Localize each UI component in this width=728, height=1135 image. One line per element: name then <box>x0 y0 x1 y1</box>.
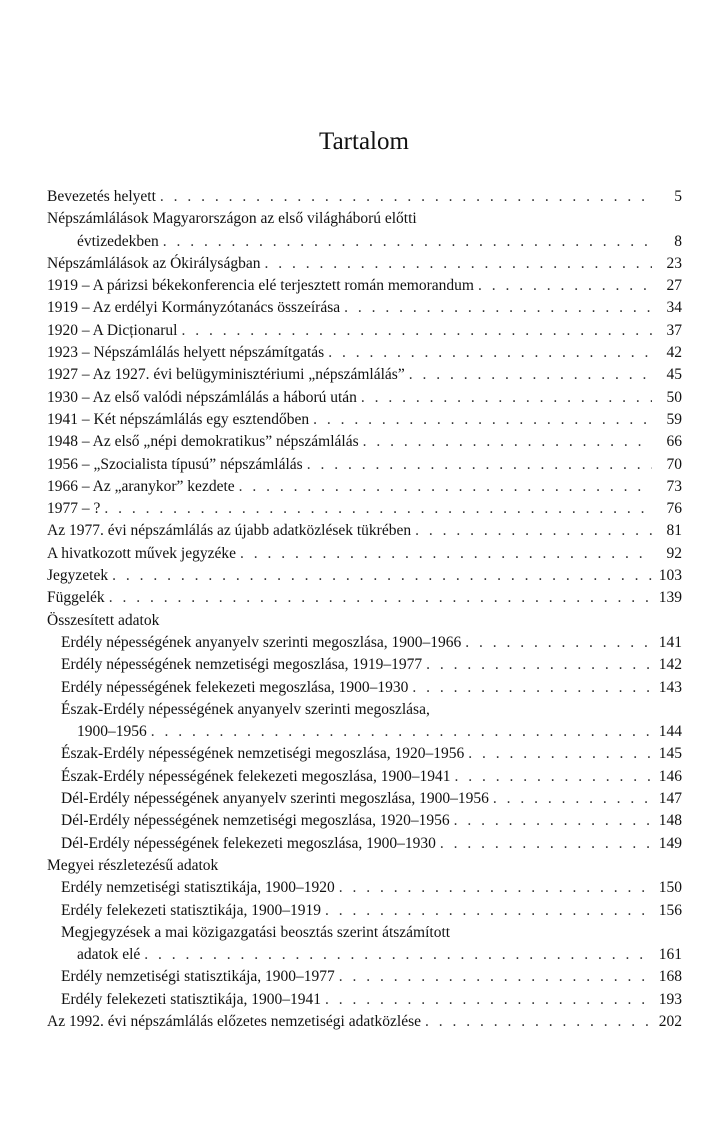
toc-entry-title: Észak-Erdély népességének felekezeti megoszlása, 1900–1941 <box>61 767 451 785</box>
toc-entry <box>47 855 682 877</box>
toc-entry-title: Erdély nemzetiségi statisztikája, 1900–1920 <box>61 879 335 897</box>
dot-leader <box>112 565 652 587</box>
toc-entry-page: 144 <box>658 723 682 741</box>
toc-entry-page: 168 <box>658 968 682 986</box>
toc-entry-page: 146 <box>658 767 682 785</box>
toc-entry-page: 193 <box>658 990 682 1008</box>
toc-entry-page: 92 <box>666 544 682 562</box>
dot-leader <box>465 632 652 654</box>
toc-entry-page: 45 <box>666 366 682 384</box>
dot-leader <box>328 342 652 364</box>
toc-entry <box>47 788 682 810</box>
dot-leader <box>409 364 652 386</box>
toc-entry <box>47 364 682 386</box>
toc-entry-title: 1920 – A Dicționarul <box>47 321 178 339</box>
toc-entry <box>47 231 682 253</box>
toc-entry <box>47 833 682 855</box>
dot-leader <box>426 654 652 676</box>
toc-entry-page: 42 <box>666 344 682 362</box>
toc-entry-title: Dél-Erdély népességének anyanyelv szerinti megoszlása, 1900–1956 <box>61 790 489 808</box>
toc-entry-title: Erdély népességének nemzetiségi megoszlása, 1919–1977 <box>61 656 423 674</box>
toc-entry-title: Összesített adatok <box>47 611 160 629</box>
toc-entry-page: 59 <box>666 410 682 428</box>
toc-entry-title: Dél-Erdély népességének nemzetiségi megoszlása, 1920–1956 <box>61 812 450 830</box>
toc-entry <box>47 275 682 297</box>
toc-entry-page: 34 <box>666 299 682 317</box>
toc-entry-page: 202 <box>658 1012 682 1030</box>
toc-entry <box>47 944 682 966</box>
toc-list <box>47 186 682 1033</box>
toc-entry <box>47 966 682 988</box>
toc-entry <box>47 1011 682 1033</box>
dot-leader <box>325 989 652 1011</box>
toc-entry <box>47 989 682 1011</box>
toc-entry-page: 8 <box>674 232 682 250</box>
toc-entry <box>47 342 682 364</box>
toc-entry-page: 156 <box>658 901 682 919</box>
toc-entry <box>47 543 682 565</box>
toc-entry-title: Észak-Erdély népességének anyanyelv szerinti megoszlása, <box>61 700 430 718</box>
dot-leader <box>415 520 652 542</box>
toc-entry-page: 147 <box>658 790 682 808</box>
toc-entry-title: Népszámlálások az Ókirályságban <box>47 254 261 272</box>
toc-entry-title: Az 1977. évi népszámlálás az újabb adatközlések tükrében <box>47 522 412 540</box>
toc-entry <box>47 387 682 409</box>
toc-entry <box>47 743 682 765</box>
toc-entry <box>47 253 682 275</box>
toc-entry-title: Megyei részletezésű adatok <box>47 856 219 874</box>
toc-entry <box>47 409 682 431</box>
dot-leader <box>493 788 652 810</box>
dot-leader <box>104 498 652 520</box>
toc-entry-page: 161 <box>658 946 682 964</box>
dot-leader <box>412 677 652 699</box>
dot-leader <box>109 587 652 609</box>
toc-entry-page: 73 <box>666 477 682 495</box>
toc-entry <box>47 721 682 743</box>
toc-entry-title: Erdély népességének anyanyelv szerinti megoszlása, 1900–1966 <box>61 633 462 651</box>
toc-entry-title: 1930 – Az első valódi népszámlálás a háború után <box>47 388 357 406</box>
toc-entry <box>47 654 682 676</box>
dot-leader <box>240 543 652 565</box>
dot-leader <box>160 186 652 208</box>
dot-leader <box>151 721 652 743</box>
toc-entry-page: 145 <box>658 745 682 763</box>
toc-entry-title: Erdély felekezeti statisztikája, 1900–1919 <box>61 901 321 919</box>
toc-entry-title: Erdély népességének felekezeti megoszlása, 1900–1930 <box>61 678 409 696</box>
toc-entry <box>47 922 682 944</box>
dot-leader <box>325 900 652 922</box>
dot-leader <box>344 297 652 319</box>
toc-entry <box>47 677 682 699</box>
toc-entry-title: adatok elé <box>77 946 141 964</box>
toc-entry-title: Függelék <box>47 589 105 607</box>
toc-entry-title: Népszámlálások Magyarországon az első világháború előtti <box>47 210 417 228</box>
dot-leader <box>363 431 652 453</box>
toc-entry <box>47 810 682 832</box>
dot-leader <box>455 766 653 788</box>
toc-entry <box>47 877 682 899</box>
toc-entry-title: 1927 – Az 1927. évi belügyminisztériumi „népszámlálás” <box>47 366 405 384</box>
toc-entry <box>47 766 682 788</box>
toc-entry <box>47 476 682 498</box>
toc-entry-page: 5 <box>674 188 682 205</box>
dot-leader <box>239 476 652 498</box>
dot-leader <box>478 275 652 297</box>
toc-entry-page: 143 <box>658 678 682 696</box>
dot-leader <box>454 810 652 832</box>
toc-entry <box>47 610 682 632</box>
toc-entry-title: Bevezetés helyett <box>47 188 156 205</box>
toc-entry-title: 1923 – Népszámlálás helyett népszámítgatás <box>47 344 325 362</box>
dot-leader <box>144 944 652 966</box>
toc-entry-title: Jegyzetek <box>47 567 109 585</box>
toc-entry-title: Erdély nemzetiségi statisztikája, 1900–1977 <box>61 968 335 986</box>
toc-entry-title: 1919 – Az erdélyi Kormányzótanács összeírása <box>47 299 341 317</box>
toc-entry-page: 141 <box>658 633 682 651</box>
toc-entry-page: 76 <box>666 500 682 518</box>
toc-entry-page: 139 <box>658 589 682 607</box>
toc-entry-page: 23 <box>666 254 682 272</box>
dot-leader <box>339 877 652 899</box>
dot-leader <box>440 833 652 855</box>
dot-leader <box>181 320 652 342</box>
toc-entry-title: A hivatkozott művek jegyzéke <box>47 544 236 562</box>
dot-leader <box>361 387 652 409</box>
toc-entry <box>47 699 682 721</box>
toc-entry <box>47 186 682 208</box>
dot-leader <box>163 231 652 253</box>
toc-entry-page: 81 <box>666 522 682 540</box>
dot-leader <box>264 253 652 275</box>
toc-entry-page: 66 <box>666 433 682 451</box>
page-title: Tartalom <box>319 128 409 155</box>
toc-entry <box>47 498 682 520</box>
toc-entry <box>47 565 682 587</box>
toc-entry-page: 70 <box>666 455 682 473</box>
toc-entry-title: 1948 – Az első „népi demokratikus” népszámlálás <box>47 433 359 451</box>
toc-entry-page: 149 <box>658 834 682 852</box>
toc-entry-title: Az 1992. évi népszámlálás előzetes nemzetiségi adatközlése <box>47 1012 421 1030</box>
toc-entry-page: 27 <box>666 277 682 295</box>
toc-entry-page: 103 <box>658 567 682 585</box>
toc-entry <box>47 320 682 342</box>
toc-entry-page: 142 <box>658 656 682 674</box>
toc-entry-title: 1966 – Az „aranykor” kezdete <box>47 477 235 495</box>
toc-entry <box>47 297 682 319</box>
toc-entry-page: 150 <box>658 879 682 897</box>
toc-entry <box>47 900 682 922</box>
dot-leader <box>307 454 652 476</box>
toc-entry <box>47 587 682 609</box>
toc-entry <box>47 208 682 230</box>
toc-entry <box>47 632 682 654</box>
toc-entry-title: 1956 – „Szocialista típusú” népszámlálás <box>47 455 303 473</box>
toc-entry-title: 1977 – ? <box>47 500 101 518</box>
dot-leader <box>339 966 652 988</box>
dot-leader <box>425 1011 652 1033</box>
toc-entry-title: 1919 – A párizsi békekonferencia elé terjesztett román memorandum <box>47 277 474 295</box>
toc-entry-title: Észak-Erdély népességének nemzetiségi megoszlása, 1920–1956 <box>61 745 465 763</box>
dot-leader <box>468 743 652 765</box>
toc-entry-title: 1900–1956 <box>77 723 147 741</box>
toc-entry <box>47 454 682 476</box>
toc-entry-title: 1941 – Két népszámlálás egy esztendőben <box>47 410 310 428</box>
toc-entry-title: Erdély felekezeti statisztikája, 1900–1941 <box>61 990 321 1008</box>
toc-entry-title: Megjegyzések a mai közigazgatási beosztás szerint átszámított <box>61 923 451 941</box>
toc-entry-page: 148 <box>658 812 682 830</box>
toc-entry-title: Dél-Erdély népességének felekezeti megoszlása, 1900–1930 <box>61 834 436 852</box>
toc-entry <box>47 520 682 542</box>
toc-entry-page: 37 <box>666 321 682 339</box>
toc-entry-title: évtizedekben <box>77 232 159 250</box>
toc-entry <box>47 431 682 453</box>
toc-entry-page: 50 <box>666 388 682 406</box>
dot-leader <box>313 409 652 431</box>
